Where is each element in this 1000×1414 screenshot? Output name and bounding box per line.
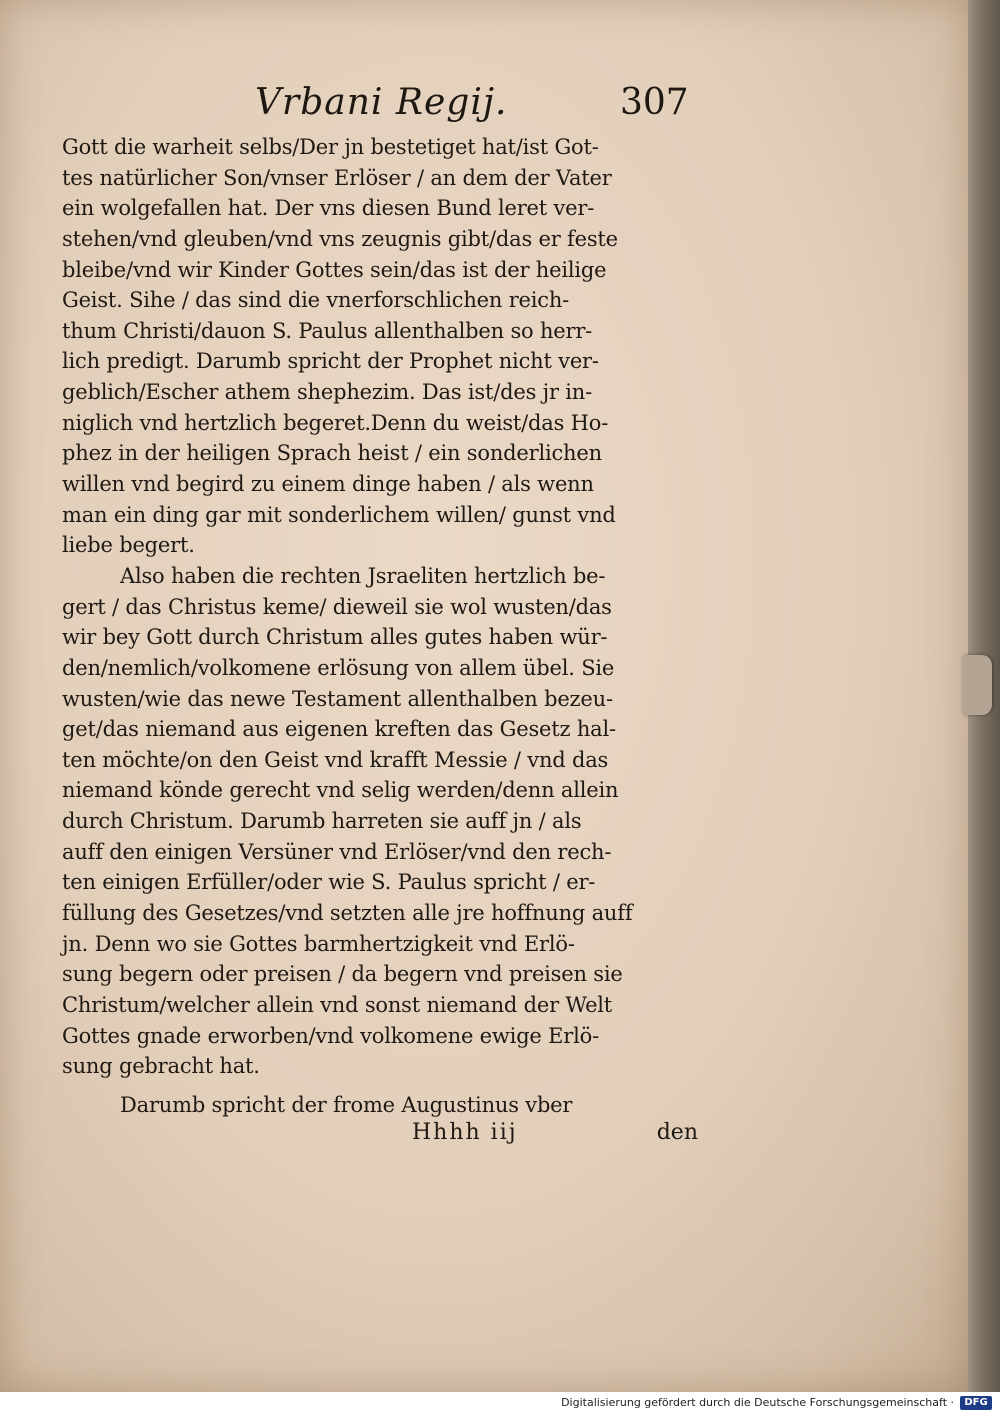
text-line: ein wolgefallen hat. Der vns diesen Bund leret ver-: [62, 196, 595, 221]
text-line: willen vnd begird zu einem dinge haben / als wenn: [62, 472, 594, 497]
text-block: [62, 132, 698, 1121]
text-line: geblich/Escher athem shephezim. Das ist/des jr in-: [62, 380, 593, 405]
running-head: Vrbani Regij.: [255, 82, 508, 123]
text-line: jn. Denn wo sie Gottes barmhertzigkeit vnd Erlö-: [62, 931, 575, 956]
text-line: Also haben die rechten Jsraeliten hertzlich be-: [120, 563, 606, 588]
text-line: Gottes gnade erworben/vnd volkomene ewige Erlö-: [62, 1023, 599, 1048]
paragraph-3: [62, 1090, 698, 1121]
paragraph-1: [62, 132, 698, 561]
text-line: ten einigen Erfüller/oder wie S. Paulus spricht / er-: [62, 870, 596, 895]
dfg-logo: DFG: [960, 1396, 992, 1410]
text-line: phez in der heiligen Sprach heist / ein sonderlichen: [62, 441, 602, 466]
text-line: man ein ding gar mit sonderlichem willen/ gunst vnd: [62, 502, 616, 527]
text-line: Gott die warheit selbs/Der jn bestetiget hat/ist Got-: [62, 135, 599, 159]
digitization-credit: Digitalisierung gefördert durch die Deutsche Forschungsgemeinschaft ·: [561, 1396, 954, 1409]
text-line: niemand könde gerecht vnd selig werden/denn allein: [62, 778, 619, 803]
text-line: auff den einigen Versüner vnd Erlöser/vnd den rech-: [62, 839, 612, 864]
text-line: durch Christum. Darumb harreten sie auff jn / als: [62, 809, 582, 834]
signature-row: [62, 1120, 698, 1152]
text-line: stehen/vnd gleuben/vnd vns zeugnis gibt/das er feste: [62, 226, 618, 251]
text-line: Christum/welcher allein vnd sonst niemand der Welt: [62, 992, 613, 1017]
text-line: thum Christi/dauon S. Paulus allenthalben so herr-: [62, 318, 593, 343]
text-line: lich predigt. Darumb spricht der Prophet nicht ver-: [62, 349, 599, 374]
signature-mark: Hhhh iij: [412, 1120, 518, 1145]
text-line: den/nemlich/volkomene erlösung von allem übel. Sie: [62, 655, 615, 680]
text-line: wusten/wie das newe Testament allenthalben bezeu-: [62, 686, 613, 711]
paragraph-2: [62, 561, 698, 1082]
text-line: tes natürlicher Son/vnser Erlöser / an dem der Vater: [62, 165, 612, 190]
text-line: füllung des Gesetzes/vnd setzten alle jre hoffnung auff: [62, 901, 633, 926]
text-line: get/das niemand aus eigenen kreften das Gesetz hal-: [62, 717, 616, 742]
catchword: den: [656, 1120, 698, 1145]
page-number: 307: [620, 82, 689, 123]
text-line: Darumb spricht der frome Augustinus vber: [120, 1092, 573, 1117]
text-line: liebe begert.: [62, 533, 195, 558]
text-line: ten möchte/on den Geist vnd krafft Messie / vnd das: [62, 747, 609, 772]
text-line: sung gebracht hat.: [62, 1054, 260, 1079]
text-line: Geist. Sihe / das sind die vnerforschlichen reich-: [62, 288, 570, 313]
text-line: sung begern oder preisen / da begern vnd preisen sie: [62, 962, 623, 987]
page-tab: [962, 655, 992, 715]
text-line: bleibe/vnd wir Kinder Gottes sein/das ist der heilige: [62, 257, 607, 282]
text-line: niglich vnd hertzlich begeret.Denn du weist/das Ho-: [62, 410, 609, 435]
text-line: gert / das Christus keme/ dieweil sie wol wusten/das: [62, 594, 612, 619]
paragraph-gap: [62, 1082, 698, 1090]
text-line: wir bey Gott durch Christum alles gutes haben wür-: [62, 625, 608, 650]
